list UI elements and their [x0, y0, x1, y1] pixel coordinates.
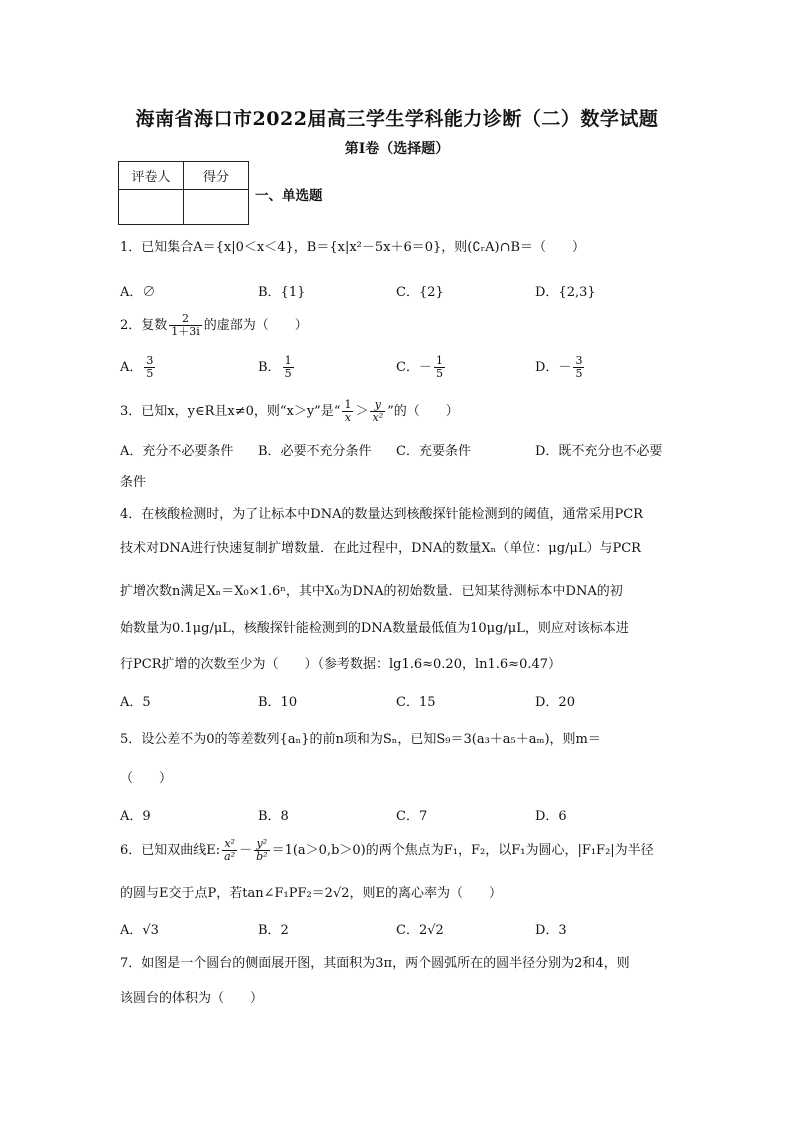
q3-f1-den: x — [344, 411, 352, 424]
q2-d-den: 5 — [575, 367, 583, 380]
q2-b-fraction — [283, 355, 294, 380]
q2-d-num: 3 — [575, 354, 583, 367]
q2-c-den: 5 — [435, 367, 443, 380]
q5-option-a: A．9 — [120, 809, 151, 824]
q6-option-a: A．√3 — [120, 923, 159, 938]
q2-c-num: 1 — [435, 354, 443, 367]
q3-option-a: A．充分不必要条件 — [120, 444, 234, 459]
question-6-line-1 — [120, 838, 654, 863]
q2-a-label: A． — [120, 360, 143, 375]
q6-fraction-1 — [222, 838, 237, 863]
grader-header: 评卷人 — [119, 162, 184, 190]
q2-fraction — [169, 313, 202, 338]
q1-option-d: D．{2,3} — [535, 285, 596, 300]
q3-option-c: C．充要条件 — [396, 444, 471, 459]
grader-cell — [119, 190, 184, 225]
q3-f2-den: x² — [372, 411, 384, 424]
q3-suffix: ”的（ ） — [387, 404, 459, 419]
question-3 — [120, 399, 459, 424]
q6-minus: － — [239, 843, 253, 858]
question-7-line-1: 7．如图是一个圆台的侧面展开图，其面积为3π，两个圆弧所在的圆半径分别为2和4，则 — [120, 956, 630, 971]
exam-title: 海南省海口市2022届高三学生学科能力诊断（二）数学试题 — [135, 108, 659, 130]
q2-option-d — [535, 355, 586, 380]
q3-option-d: D．既不充分也不必要 — [535, 444, 663, 459]
q1-option-b: B．{1} — [258, 285, 306, 300]
q3-gt: ＞ — [355, 404, 369, 419]
q6-option-d: D．3 — [535, 923, 567, 938]
q4-option-d: D．20 — [535, 695, 575, 710]
question-1: 1．已知集合A＝{x|0＜x＜4}，B＝{x|x²－5x＋6＝0}，则(∁ᵣA)∩B＝（ ） — [120, 240, 586, 255]
q4-option-a: A．5 — [120, 695, 151, 710]
question-6-line-2: 的圆与E交于点P，若tan∠F₁PF₂＝2√2，则E的离心率为（ ） — [120, 886, 503, 901]
q6-f1-num: x² — [222, 838, 237, 851]
question-4-line-1: 4．在核酸检测时，为了让标本中DNA的数量达到核酸探针能检测到的阈值，通常采用PCR — [120, 507, 643, 522]
q2-a-num: 3 — [146, 354, 154, 367]
q3-option-d-wrap: 条件 — [120, 475, 147, 490]
score-table — [118, 161, 249, 225]
q2-option-c — [396, 355, 447, 380]
q2-c-label: C．－ — [396, 360, 432, 375]
exam-subtitle: 第I卷（选择题） — [344, 141, 450, 157]
q2-numerator: 2 — [169, 313, 202, 326]
q6-suffix: ＝1(a＞0,b＞0)的两个焦点为F₁，F₂，以F₁为圆心，|F₁F₂|为半径 — [271, 843, 654, 858]
section-heading: 一、单选题 — [255, 188, 323, 204]
score-header: 得分 — [184, 162, 249, 190]
q1-option-c: C．{2} — [396, 285, 444, 300]
question-4-line-4: 始数量为0.1μg/μL，核酸探针能检测到的DNA数量最低值为10μg/μL，则应对该标本进 — [120, 621, 629, 636]
q6-option-c: C．2√2 — [396, 923, 444, 938]
score-cell — [184, 190, 249, 225]
q6-option-b: B．2 — [258, 923, 289, 938]
question-7-line-2: 该圆台的体积为（ ） — [120, 991, 264, 1006]
question-5-line-2: （ ） — [120, 771, 173, 786]
q3-option-b: B．必要不充分条件 — [258, 444, 372, 459]
q2-denominator: 1＋3i — [171, 325, 200, 338]
question-4-line-2: 技术对DNA进行快速复制扩增数量．在此过程中，DNA的数量Xₙ（单位：μg/μL）与PCR — [120, 541, 641, 556]
question-5-line-1: 5．设公差不为0的等差数列{aₙ}的前n项和为Sₙ，已知S₉＝3(a₃＋a₅＋aₘ)，则m＝ — [120, 732, 601, 747]
q5-option-b: B．8 — [258, 809, 289, 824]
q3-fraction-2 — [370, 399, 385, 424]
q2-prefix: 2．复数 — [120, 318, 168, 333]
q2-option-b — [258, 355, 296, 380]
q2-a-den: 5 — [146, 367, 154, 380]
q2-d-fraction — [573, 355, 584, 380]
q2-option-a — [120, 355, 157, 380]
q3-fraction-1 — [342, 399, 353, 424]
q3-f1-num: 1 — [344, 398, 352, 411]
q6-f2-num: y² — [254, 838, 269, 851]
q2-b-label: B． — [258, 360, 281, 375]
q6-fraction-2 — [254, 838, 269, 863]
question-4-line-5: 行PCR扩增的次数至少为（ ）（参考数据：lg1.6≈0.20，ln1.6≈0.47） — [120, 657, 562, 672]
q6-prefix: 6．已知双曲线E: — [120, 843, 221, 858]
q5-option-d: D．6 — [535, 809, 567, 824]
q6-f1-den: a² — [224, 850, 236, 863]
q1-option-a: A．∅ — [120, 285, 156, 300]
question-4-line-3: 扩增次数n满足Xₙ＝X₀×1.6ⁿ，其中X₀为DNA的初始数量．已知某待测标本中DNA的初 — [120, 584, 623, 599]
q2-c-fraction — [434, 355, 445, 380]
q3-f2-num: y — [370, 399, 385, 412]
q2-b-num: 1 — [284, 354, 292, 367]
q2-d-label: D．－ — [535, 360, 572, 375]
q3-prefix: 3．已知x，y∈R且x≠0，则“x＞y”是“ — [120, 404, 341, 419]
q2-b-den: 5 — [284, 367, 292, 380]
q2-a-fraction — [144, 355, 155, 380]
q4-option-b: B．10 — [258, 695, 298, 710]
q6-f2-den: b² — [256, 850, 268, 863]
q5-option-c: C．7 — [396, 809, 428, 824]
q2-suffix: 的虚部为（ ） — [203, 318, 308, 333]
q4-option-c: C．15 — [396, 695, 436, 710]
question-2 — [120, 313, 308, 338]
